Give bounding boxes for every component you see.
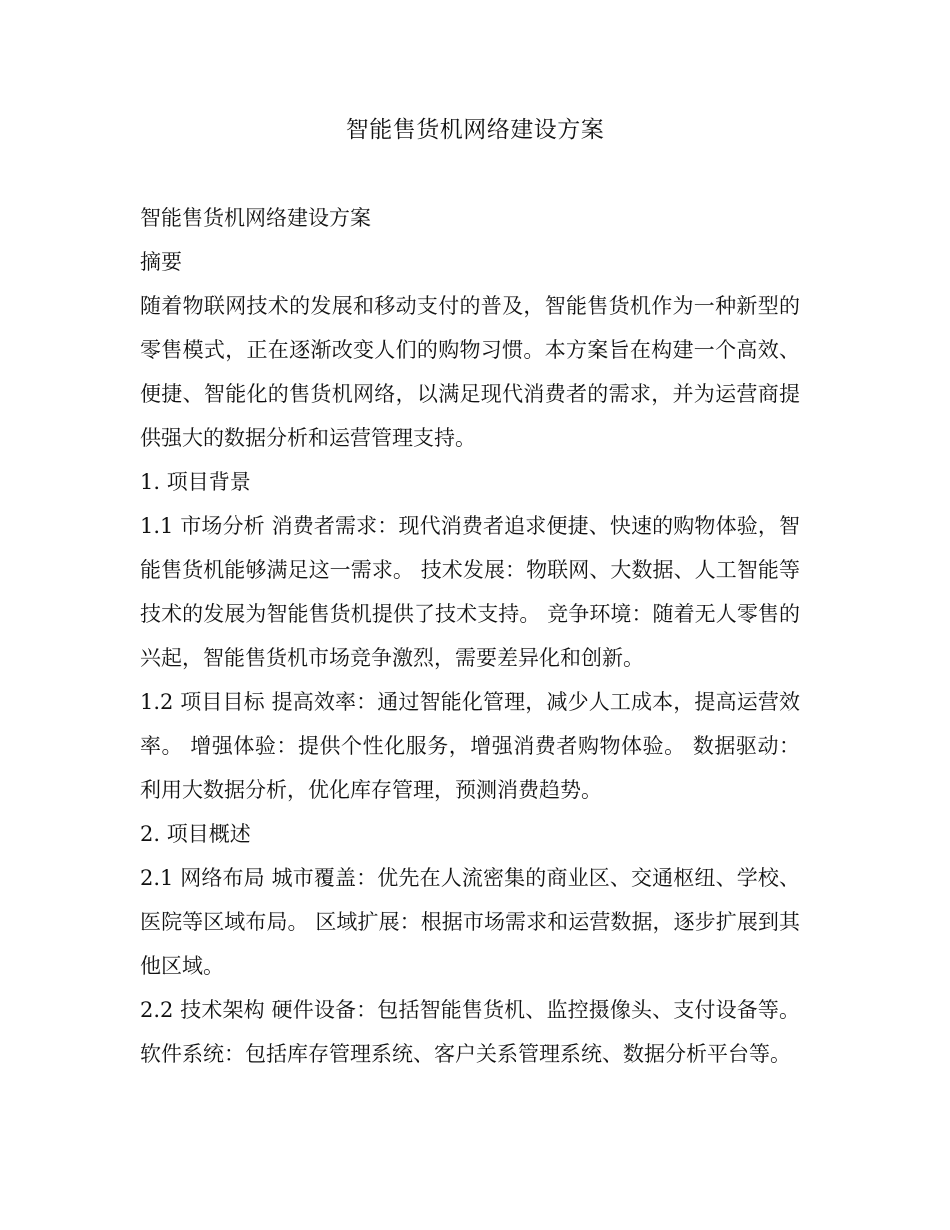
- section-heading-1: 1. 项目背景: [140, 470, 251, 494]
- section-heading-2: 2. 项目概述: [140, 822, 251, 846]
- abstract-heading: 摘要: [140, 250, 182, 274]
- section-heading: 智能售货机网络建设方案: [140, 206, 371, 230]
- abstract-paragraph: 随着物联网技术的发展和移动支付的普及，智能售货机作为一种新型的零售模式，正在逐渐改变人们的购物习惯。本方案旨在构建一个高效、便捷、智能化的售货机网络，以满足现代消费者的需求，并为运营商提供强大的数据分析和运营管理支持。: [140, 294, 800, 450]
- paragraph-1-1: 1.1 市场分析 消费者需求：现代消费者追求便捷、快速的购物体验，智能售货机能够满足这一需求。 技术发展：物联网、大数据、人工智能等技术的发展为智能售货机提供了技术支持。 竞争环境：随着无人零售的兴起，智能售货机市场竞争激烈，需要差异化和创新。: [140, 514, 800, 670]
- paragraph-2-1: 2.1 网络布局 城市覆盖：优先在人流密集的商业区、交通枢纽、学校、医院等区域布局。 区域扩展：根据市场需求和运营数据，逐步扩展到其他区域。: [140, 866, 800, 978]
- document-title: 智能售货机网络建设方案: [345, 117, 605, 143]
- document-body: [140, 196, 800, 1076]
- paragraph-1-2: 1.2 项目目标 提高效率：通过智能化管理，减少人工成本，提高运营效率。 增强体验：提供个性化服务，增强消费者购物体验。 数据驱动：利用大数据分析，优化库存管理，预测消费趋势。: [140, 690, 800, 802]
- paragraph-2-2: 2.2 技术架构 硬件设备：包括智能售货机、监控摄像头、支付设备等。 软件系统：包括库存管理系统、客户关系管理系统、数据分析平台等。: [140, 998, 800, 1066]
